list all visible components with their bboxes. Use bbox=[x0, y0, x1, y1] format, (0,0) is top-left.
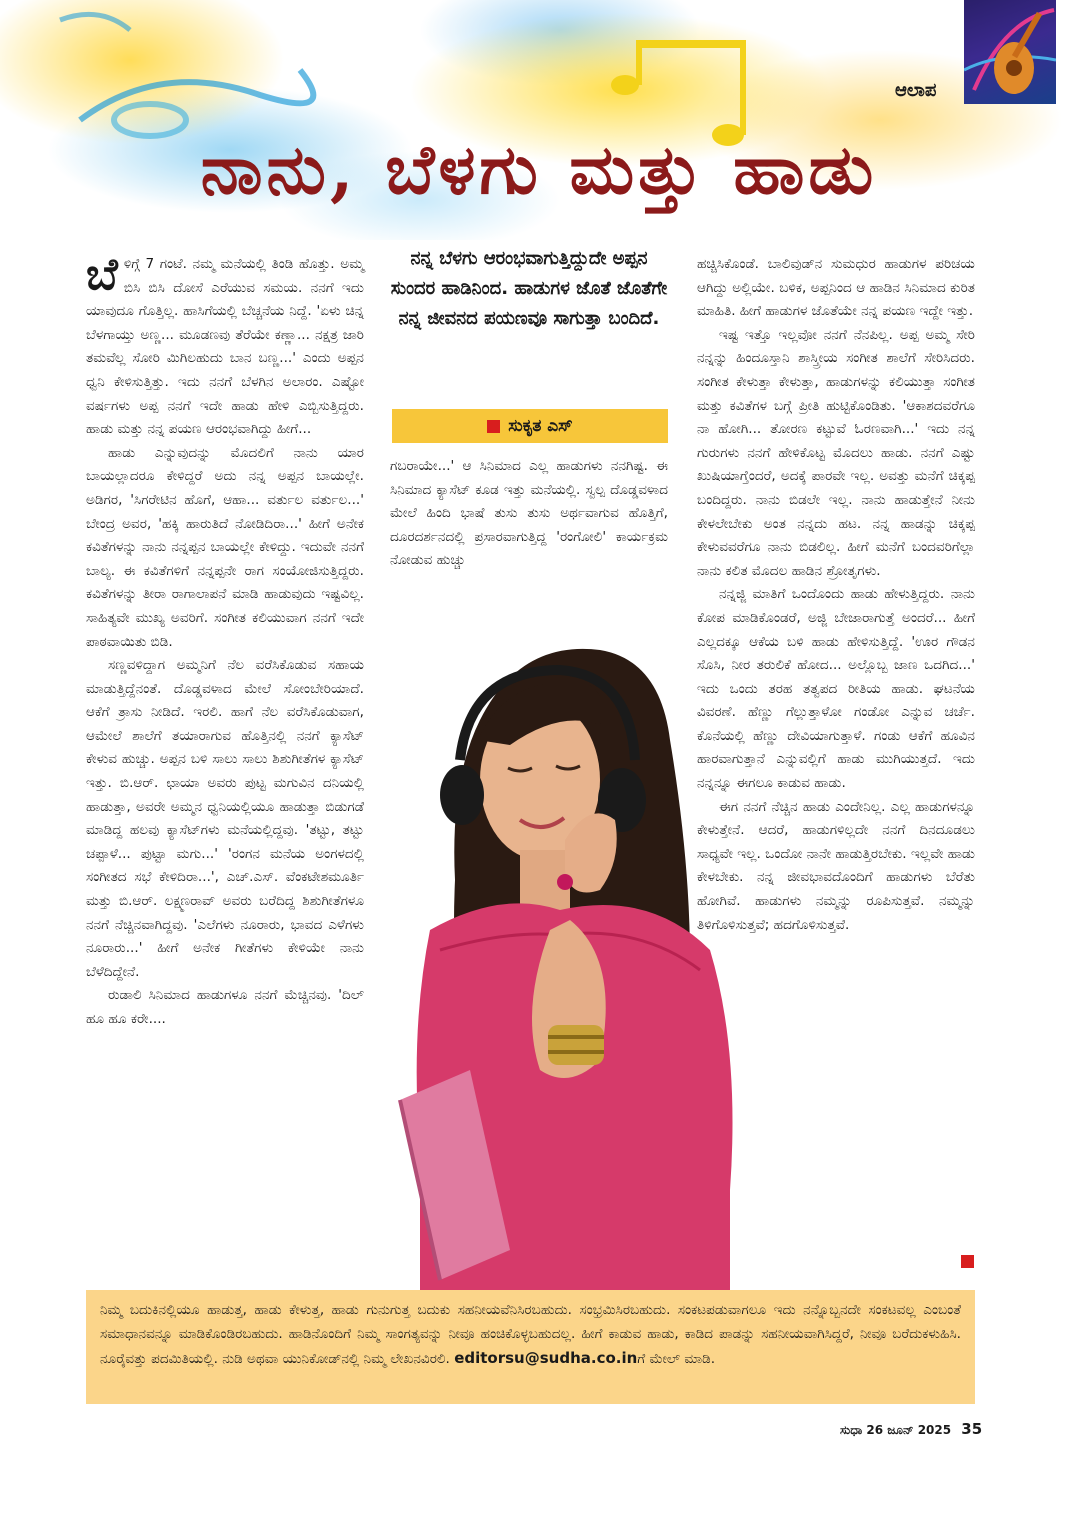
section-label: ಆಲಾಪ bbox=[895, 80, 937, 101]
drop-cap: ಬೆ bbox=[86, 249, 118, 300]
issue-date: ಸುಧಾ 26 ಜೂನ್ 2025 bbox=[840, 1423, 952, 1437]
author-name: ಸುಕೃತ ಎಸ್ bbox=[508, 416, 573, 436]
editor-email-link[interactable]: editorsu@sudha.co.in bbox=[454, 1349, 638, 1367]
paragraph: ಇಷ್ಟ ಇತ್ತೊ ಇಲ್ಲವೋ ನನಗೆ ನೆನಪಿಲ್ಲ. ಅಪ್ಪ ಅಮ್ಮ ಸೇರಿ ನನ್ನನ್ನು ಹಿಂದೂಸ್ತಾನಿ ಶಾಸ್ತ್ರೀಯ ಸಂಗೀತ ಶಾಲೆಗೆ ಸೇರಿಸಿದರು. ಸಂಗೀತ ಕೇಳುತ್ತಾ ಕೇಳುತ್ತಾ, ಹಾಡುಗಳನ್ನು ಕಲಿಯುತ್ತಾ ಸಂಗೀತ ಮತ್ತು ಕವಿತೆಗಳ ಬಗ್ಗೆ ಪ್ರೀತಿ ಹುಟ್ಟಿಕೊಂಡಿತು. 'ಆಕಾಶದವರೆಗೂ ನಾ ಹೋಗಿ... ತೋರಣ ಕಟ್ಟುವೆ ಓರಣವಾಗಿ...' ಇದು ನನ್ನ ಗುರುಗಳು ನನಗೆ ಹೇಳಿಕೊಟ್ಟ ಮೊದಲು ಹಾಡು. ನನಗೆ ಎಷ್ಟು ಖುಷಿಯಾಗ್ತೆಂದರೆ, ಅದಕ್ಕೆ ಪಾರವೇ ಇಲ್ಲ. ಅವತ್ತು ಮನೆಗೆ ಚಿಕ್ಕಪ್ಪ ಬಂದಿದ್ದರು. ನಾನು ಬಿಡಲೇ ಇಲ್ಲ. ನಾನು ಹಾಡುತ್ತೇನೆ ನೀನು ಕೇಳಲೇಬೇಕು ಅಂತ ನನ್ನದು ಹಟ. ನನ್ನ ಹಾಡನ್ನು ಚಿಕ್ಕಪ್ಪ ಕೇಳುವವರೆಗೂ ನಾನು ಬಿಡಲಿಲ್ಲ. ಹೀಗೆ ಮನೆಗೆ ಬಂದವರಿಗೆಲ್ಲಾ ನಾನು ಕಲಿತ ಮೊದಲ ಹಾಡಿನ ಶ್ರೋತೃಗಳು. bbox=[697, 326, 975, 579]
paragraph: ಈಗ ನನಗೆ ನೆಚ್ಚಿನ ಹಾಡು ಎಂದೇನಿಲ್ಲ. ಎಲ್ಲ ಹಾಡುಗಳನ್ನೂ ಕೇಳುತ್ತೇನೆ. ಆದರೆ, ಹಾಡುಗಳಿಲ್ಲದೇ ನನಗೆ ದಿನದೂಡಲು ಸಾಧ್ಯವೇ ಇಲ್ಲ. ಒಂದೋ ನಾನೇ ಹಾಡುತ್ತಿರಬೇಕು. ಇಲ್ಲವೇ ಹಾಡು ಕೇಳಬೇಕು. ನನ್ನ ಜೀವಭಾವದೊಂದಿಗೆ ಹಾಡುಗಳು ಬೆರೆತು ಹೋಗಿವೆ. ಹಾಡುಗಳು ನಮ್ಮನ್ನು ರೂಪಿಸುತ್ತವೆ. ನಮ್ಮನ್ನು ತಿಳಿಗೊಳಿಸುತ್ತವೆ; ಹದಗೊಳಿಸುತ್ತವೆ. bbox=[697, 798, 975, 933]
reader-callout-box bbox=[86, 1290, 975, 1404]
callout-tail: ಗೆ ಮೇಲ್ ಮಾಡಿ. bbox=[637, 1351, 716, 1367]
woman-with-headphones-photo bbox=[360, 630, 780, 1290]
article-column-1 bbox=[86, 249, 364, 1032]
author-byline bbox=[392, 409, 668, 443]
paragraph: ರುಡಾಲಿ ಸಿನಿಮಾದ ಹಾಡುಗಳೂ ನನಗೆ ಮೆಚ್ಚಿನವು. 'ದಿಲ್ ಹೂ ಹೂ ಕರೇ.... bbox=[86, 987, 364, 1027]
article-end-mark-icon bbox=[961, 1255, 974, 1268]
paragraph: ಸಣ್ಣವಳಿದ್ದಾಗ ಅಮ್ಮನಿಗೆ ನೆಲ ವರೆಸಿಕೊಡುವ ಸಹಾಯ ಮಾಡುತ್ತಿದ್ದೆನಂತೆ. ದೊಡ್ಡವಳಾದ ಮೇಲೆ ಸೋಂಬೇರಿಯಾದೆ. ಆಕೆಗೆ ತ್ರಾಸು ನೀಡಿದೆ. ಇರಲಿ. ಹಾಗೆ ನೆಲ ವರೆಸಿಕೊಡುವಾಗ, ಆಮೇಲೆ ಶಾಲೆಗೆ ತಯಾರಾಗುವ ಹೊತ್ತಿನಲ್ಲಿ ನನಗೆ ಕ್ಯಾಸೆಟ್ ಕೇಳುವ ಹುಚ್ಚು. ಅಪ್ಪನ ಬಳಿ ಸಾಲು ಸಾಲು ಶಿಶುಗೀತೆಗಳ ಕ್ಯಾಸೆಟ್ ಇತ್ತು. ಬಿ.ಆರ್. ಛಾಯಾ ಅವರು ಪುಟ್ಟ ಮಗುವಿನ ದನಿಯಲ್ಲಿ ಹಾಡುತ್ತಾ, ಅವರೇ ಅಮ್ಮನ ಧ್ವನಿಯಲ್ಲಿಯೂ ಹಾಡುತ್ತಾ ಬಿಡುಗಡೆ ಮಾಡಿದ್ದ ಹಲವು ಕ್ಯಾಸೆಟ್‌ಗಳು ಮನೆಯಲ್ಲಿದ್ದವು. 'ತಟ್ಟು, ತಟ್ಟು ಚಪ್ಪಾಳೆ... ಪುಟ್ಟಾ ಮಗು...' 'ರಂಗನ ಮನೆಯ ಅಂಗಳದಲ್ಲಿ ಸಂಗೀತದ ಸಭೆ ಕೇಳಿದಿರಾ...', ಎಚ್.ಎಸ್. ವೆಂಕಟೇಶಮೂರ್ತಿ ಮತ್ತು ಬಿ.ಆರ್. ಲಕ್ಷ್ಮಣರಾವ್ ಅವರು ಬರೆದಿದ್ದ ಶಿಶುಗೀತೆಗಳೂ ನನಗೆ ನೆಚ್ಚಿನವಾಗಿದ್ದವು. 'ಎಲೆಗಳು ನೂರಾರು, ಭಾವದ ಎಳೆಗಳು ನೂರಾರು...' ಹೀಗೆ ಅನೇಕ ಗೀತೆಗಳು ಕೇಳಿಯೇ ನಾನು ಬೆಳೆದಿದ್ದೇನೆ. bbox=[86, 657, 364, 980]
paragraph: ಹಚ್ಚಿಸಿಕೊಂಡೆ. ಬಾಲಿವುಡ್‌ನ ಸುಮಧುರ ಹಾಡುಗಳ ಪರಿಚಯ ಆಗಿದ್ದು ಅಲ್ಲಿಯೇ. ಬಳಿಕ, ಅಪ್ಪನಿಂದ ಆ ಹಾಡಿನ ಸಿನಿಮಾದ ಕುರಿತ ಮಾಹಿತಿ. ಹೀಗೆ ಹಾಡುಗಳ ಜೊತೆಯೇ ನನ್ನ ಪಯಣ ಇದ್ದೇ ಇತ್ತು. bbox=[697, 256, 975, 320]
article-column-2 bbox=[390, 455, 668, 573]
callout-text: ನಿಮ್ಮ ಬದುಕಿನಲ್ಲಿಯೂ ಹಾಡುತ್ತ, ಹಾಡು ಕೇಳುತ್ತ, ಹಾಡು ಗುನುಗುತ್ತ ಬದುಕು ಸಹನೀಯವೆನಿಸಿರಬಹುದು. ಸಂಭ್ರಮಿಸಿರಬಹುದು. ಸಂಕಟಪಡುವಾಗಲೂ ಇದು ನನ್ನೊಬ್ಬನದೇ ಸಂಕಟವಲ್ಲ ಎಂಬಂತೆ ಸಮಾಧಾನವನ್ನೂ ಮಾಡಿಕೊಂಡಿರಬಹುದು. ಹಾಡಿನೊಂದಿಗೆ ನಿಮ್ಮ ಸಾಂಗತ್ಯವನ್ನು ನೀವೂ ಹಂಚಿಕೊಳ್ಳಬಹುದಲ್ಲ. ಹೀಗೆ ಕಾಡುವ ಹಾಡು, ಕಾಡಿದ ಪಾಡನ್ನು ಸಹನೀಯವಾಗಿಸಿದ್ದರೆ, ನೀವೂ ಬರೆದುಕಳುಹಿಸಿ. ನೂರೈವತ್ತು ಪದಮಿತಿಯಲ್ಲಿ. ನುಡಿ ಅಥವಾ ಯುನಿಕೋಡ್‌ನಲ್ಲಿ ನಿಮ್ಮ ಲೇಖನವಿರಲಿ. bbox=[100, 1302, 961, 1367]
bullet-square-icon bbox=[487, 420, 500, 433]
pull-quote: ನನ್ನ ಬೆಳಗು ಆರಂಭವಾಗುತ್ತಿದ್ದುದೇ ಅಪ್ಪನ ಸುಂದರ ಹಾಡಿನಿಂದ. ಹಾಡುಗಳ ಜೊತೆ ಜೊತೆಗೇ ನನ್ನ ಜೀವನದ ಪಯಣವೂ ಸಾಗುತ್ತಾ ಬಂದಿದೆ. bbox=[390, 248, 668, 329]
section-instrument-icon bbox=[964, 0, 1056, 104]
paragraph: ಗಬರಾಯೇ...' ಆ ಸಿನಿಮಾದ ಎಲ್ಲ ಹಾಡುಗಳು ನನಗಿಷ್ಟ. ಈ ಸಿನಿಮಾದ ಕ್ಯಾಸೆಟ್ ಕೂಡ ಇತ್ತು ಮನೆಯಲ್ಲಿ. ಸ್ವಲ್ಪ ದೊಡ್ಡವಳಾದ ಮೇಲೆ ಹಿಂದಿ ಭಾಷೆ ತುಸು ತುಸು ಅರ್ಥವಾಗುವ ಹೊತ್ತಿಗೆ, ದೂರದರ್ಶನದಲ್ಲಿ ಪ್ರಸಾರವಾಗುತ್ತಿದ್ದ 'ರಂಗೋಲಿ' ಕಾರ್ಯಕ್ರಮ ನೋಡುವ ಹುಚ್ಚು bbox=[390, 458, 668, 569]
paragraph bbox=[86, 249, 364, 442]
page-footer bbox=[840, 1420, 982, 1438]
paragraph: ನನ್ನಜ್ಜಿ ಮಾತಿಗೆ ಒಂದೊಂದು ಹಾಡು ಹೇಳುತ್ತಿದ್ದರು. ನಾನು ಕೋಪ ಮಾಡಿಕೊಂಡರೆ, ಅಜ್ಜಿ ಬೇಜಾರಾಗುತ್ತೆ ಅಂದರೆ... ಹೀಗೆ ಎಲ್ಲದಕ್ಕೂ ಆಕೆಯ ಬಳಿ ಹಾಡು ಹೇಳಿಸುತ್ತಿದ್ದೆ. 'ಊರ ಗೌಡನ ಸೊಸಿ, ನೀರ ತರುಲಿಕೆ ಹೋದ... ಅಲ್ಲೊಬ್ಬ ಜಾಣ ಒದಗಿದ...' ಇದು ಒಂದು ತರಹ ತತ್ವಪದ ರೀತಿಯ ಹಾಡು. ಘಟನೆಯ ವಿವರಣೆ. ಹೆಣ್ಣು ಗೆಲ್ಲುತ್ತಾಳೋ ಗಂಡೋ ಎನ್ನುವ ಚರ್ಚೆ. ಕೊನೆಯಲ್ಲಿ ಹೆಣ್ಣು ದೇವಿಯಾಗುತ್ತಾಳೆ. ಗಂಡು ಆಕೆಗೆ ಹೂವಿನ ಹಾರವಾಗುತ್ತಾನೆ ಎನ್ನುವಲ್ಲಿಗೆ ಹಾಡು ಮುಗಿಯುತ್ತದೆ. ಇದು ನನ್ನನ್ನೂ ಈಗಲೂ ಕಾಡುವ ಹಾಡು. bbox=[697, 586, 975, 792]
page-number: 35 bbox=[961, 1420, 983, 1438]
paragraph: ಹಾಡು ಎನ್ನುವುದನ್ನು ಮೊದಲಿಗೆ ನಾನು ಯಾರ ಬಾಯಲ್ಲಾದರೂ ಕೇಳಿದ್ದರೆ ಅದು ನನ್ನ ಅಪ್ಪನ ಬಾಯಲ್ಲೇ. ಅಡಿಗರ, 'ಸಿಗರೇಟಿನ ಹೊಗೆ, ಆಹಾ... ವರ್ತುಲ ವರ್ತುಲ...' ಬೇಂದ್ರ ಅವರ, 'ಹಕ್ಕಿ ಹಾರುತಿದೆ ನೋಡಿದಿರಾ...' ಹೀಗೆ ಅನೇಕ ಕವಿತೆಗಳನ್ನು ನಾನು ನನ್ನಪ್ಪನ ಬಾಯಲ್ಲೇ ಕೇಳಿದ್ದು. ಇದುವೇ ನನಗೆ ಬಾಲ್ಯ. ಈ ಕವಿತೆಗಳಿಗೆ ನನ್ನಪ್ಪನೇ ರಾಗ ಸಂಯೋಜಿಸುತ್ತಿದ್ದರು. ಕವಿತೆಗಳನ್ನು ತೀರಾ ರಾಗಾಲಾಪನೆ ಮಾಡಿ ಹಾಡುವುದು ಇಷ್ಟವಿಲ್ಲ. ಸಾಹಿತ್ಯವೇ ಮುಖ್ಯ ಅವರಿಗೆ. ಸಂಗೀತ ಕಲಿಯುವಾಗ ನನಗೆ ಇದೇ ಪಾಠವಾಯಿತು ಬಿಡಿ. bbox=[86, 444, 364, 650]
paragraph-text: ಳಿಗ್ಗೆ 7 ಗಂಟೆ. ನಮ್ಮ ಮನೆಯಲ್ಲಿ ತಿಂಡಿ ಹೊತ್ತು. ಅಮ್ಮ ಬಿಸಿ ಬಿಸಿ ದೋಸೆ ಎರೆಯುವ ಸಮಯ. ನನಗೆ ಇದು ಯಾವುದೂ ಗೊತ್ತಿಲ್ಲ. ಹಾಸಿಗೆಯಲ್ಲಿ ಬೆಚ್ಚನೆಯ ನಿದ್ದೆ. 'ಏಳು ಚಿನ್ನ ಬೆಳಗಾಯ್ತು ಅಣ್ಣ... ಮೂಡಣವು ತೆರೆಯೇ ಕಣ್ಣಾ... ನಕ್ಷತ್ರ ಜಾರಿ ತಮವೆಲ್ಲ ಸೋರಿ ಮಿಗಿಲಹುದು ಬಾನ ಬಣ್ಣ...' ಎಂದು ಅಪ್ಪನ ಧ್ವನಿ ಕೇಳಿಸುತ್ತಿತ್ತು. ಇದು ನನಗೆ ಬೆಳಗಿನ ಅಲಾರಂ. ಎಷ್ಟೋ ವರ್ಷಗಳು ಅಪ್ಪ ನನಗೆ ಇದೇ ಹಾಡು ಹೇಳಿ ಎಬ್ಬಿಸುತ್ತಿದ್ದರು. ಹಾಡು ಮತ್ತು ನನ್ನ ಪಯಣ ಆರಂಭವಾಗಿದ್ದು ಹೀಗೆ... bbox=[86, 256, 364, 438]
article-title: ನಾನು, ಬೆಳಗು ಮತ್ತು ಹಾಡು bbox=[200, 130, 878, 210]
